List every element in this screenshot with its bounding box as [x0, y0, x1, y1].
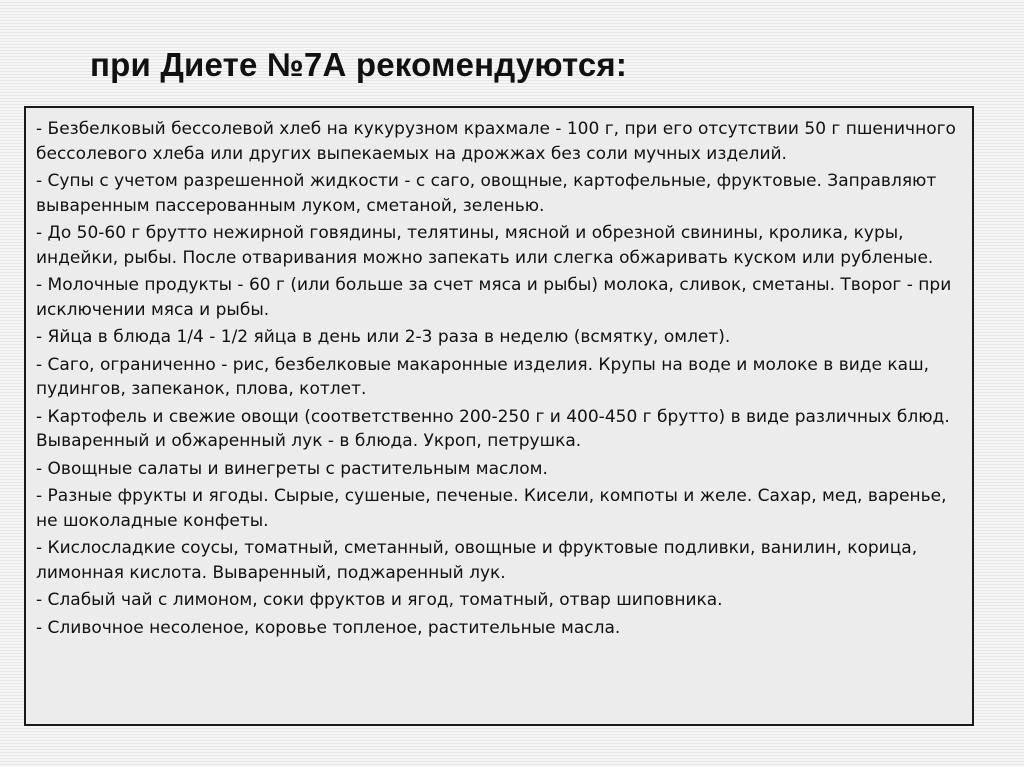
list-item-eggs: - Яйца в блюда 1/4 - 1/2 яйца в день или 2-3 раза в неделю (всмятку, омлет).: [36, 327, 731, 347]
list-item-soups: - Супы с учетом разрешенной жидкости - с саго, овощные, картофельные, фруктовые. Заправляют вываренным пассерованным луком, сметаной, зеленью.: [36, 171, 937, 216]
list-item-vegetables: - Картофель и свежие овощи (соответственно 200-250 г и 400-450 г брутто) в виде различных блюд. Вываренный и обжаренный лук - в блюда. Укроп, петрушка.: [36, 406, 950, 451]
slide-title: при Диете №7А рекомендуются:: [90, 46, 628, 83]
list-item-drinks: - Слабый чай с лимоном, соки фруктов и ягод, томатный, отвар шиповника.: [36, 590, 723, 610]
list-item-grains: - Саго, ограниченно - рис, безбелковые макаронные изделия. Крупы на воде и молоке в виде каш, пудингов, запеканок, плова, котлет.: [36, 354, 930, 399]
list-item-sauces: - Кислосладкие соусы, томатный, сметанный, овощные и фруктовые подливки, ванилин, корица, лимонная кислота. Вываренный, поджаренный лук.: [36, 538, 918, 583]
list-item-meat: - До 50-60 г брутто нежирной говядины, телятины, мясной и обрезной свинины, кролика, куры, индейки, рыбы. После отваривания можно запекать или слегка обжаривать куском или рубленые.: [36, 223, 934, 268]
list-item-oils: - Сливочное несоленое, коровье топленое, растительные масла.: [36, 617, 621, 638]
list-item-bread: - Безбелковый бессолевой хлеб на кукурузном крахмале - 100 г, при его отсутствии 50 г пшеничного бессолевого хлеба или других выпекаемых на дрожжах без соли мучных изделий.: [36, 119, 956, 164]
diet-recommendations-box: [24, 106, 974, 726]
list-item-dairy: - Молочные продукты - 60 г (или больше за счет мяса и рыбы) молока, сливок, сметаны. Творог - при исключении мяса и рыбы.: [36, 275, 952, 320]
list-item-salads: - Овощные салаты и винегреты с растительным маслом.: [36, 458, 548, 479]
list-item-fruits: - Разные фрукты и ягоды. Сырые, сушеные, печеные. Кисели, компоты и желе. Сахар, мед, варенье, не шоколадные конфеты.: [36, 486, 947, 531]
